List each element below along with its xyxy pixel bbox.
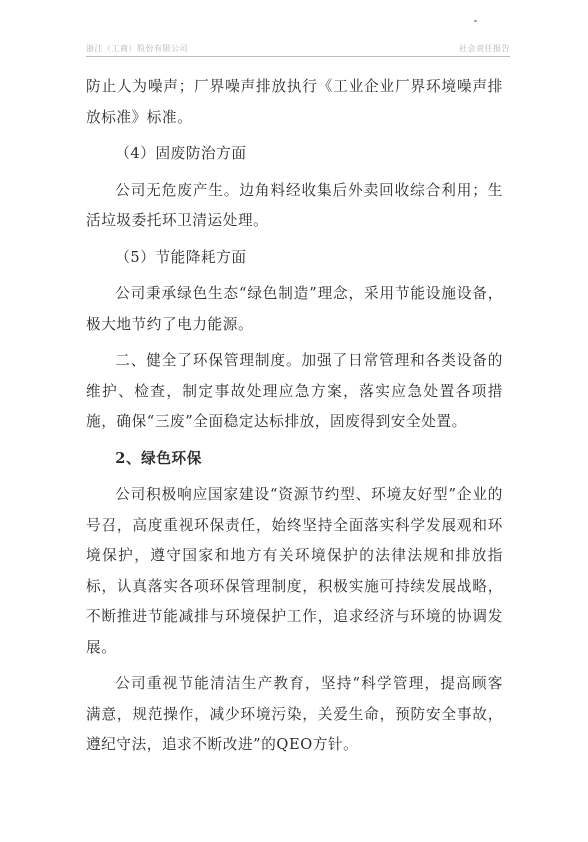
page-header — [86, 38, 510, 54]
document-body — [86, 72, 503, 761]
header-right-text: 社会责任报告 — [459, 44, 510, 53]
heading-green-environment: 2、绿色环保 — [115, 449, 202, 467]
scan-speck — [474, 20, 477, 22]
paragraph-management-system: 二、健全了环保管理制度。加强了日常管理和各类设备的维护、检查，制定事故处理应急方案，落实应急处置各项措施，确保“三废”全面稳定达标排放，固废得到安全处置。 — [86, 352, 503, 430]
paragraph-green-environment: 公司积极响应国家建设“资源节约型、环境友好型”企业的号召，高度重视环保责任，始终坚持全面落实科学发展观和环境保护，遵守国家和地方有关环境保护的法律法规和排放指标，认真落实各项环保管理制度，积极实施可持续发展战略，不断推进节能减排与环境保护工作，追求经济与环境的协调发展。 — [86, 486, 503, 656]
paragraph-qeo-policy: 公司重视节能清洁生产教育，坚持“科学管理，提高顾客满意，规范操作，减少环境污染，关爱生命，预防安全事故，遵纪守法，追求不断改进”的QEO方针。 — [86, 675, 503, 753]
heading-solid-waste: （4）固废防治方面 — [115, 145, 247, 162]
heading-energy-saving: （5）节能降耗方面 — [115, 248, 247, 266]
header-left-text: 浙江（工商）股份有限公司 — [86, 44, 188, 53]
header-rule — [86, 56, 510, 57]
paragraph-solid-waste: 公司无危废产生。边角料经收集后外卖回收综合利用；生活垃圾委托环卫清运处理。 — [86, 181, 503, 229]
paragraph-noise: 防止人为噪声；厂界噪声排放执行《工业企业厂界环境噪声排放标准》标准。 — [86, 78, 503, 126]
paragraph-energy-saving: 公司秉承绿色生态“绿色制造”理念，采用节能设施设备，极大地节约了电力能源。 — [86, 285, 503, 333]
